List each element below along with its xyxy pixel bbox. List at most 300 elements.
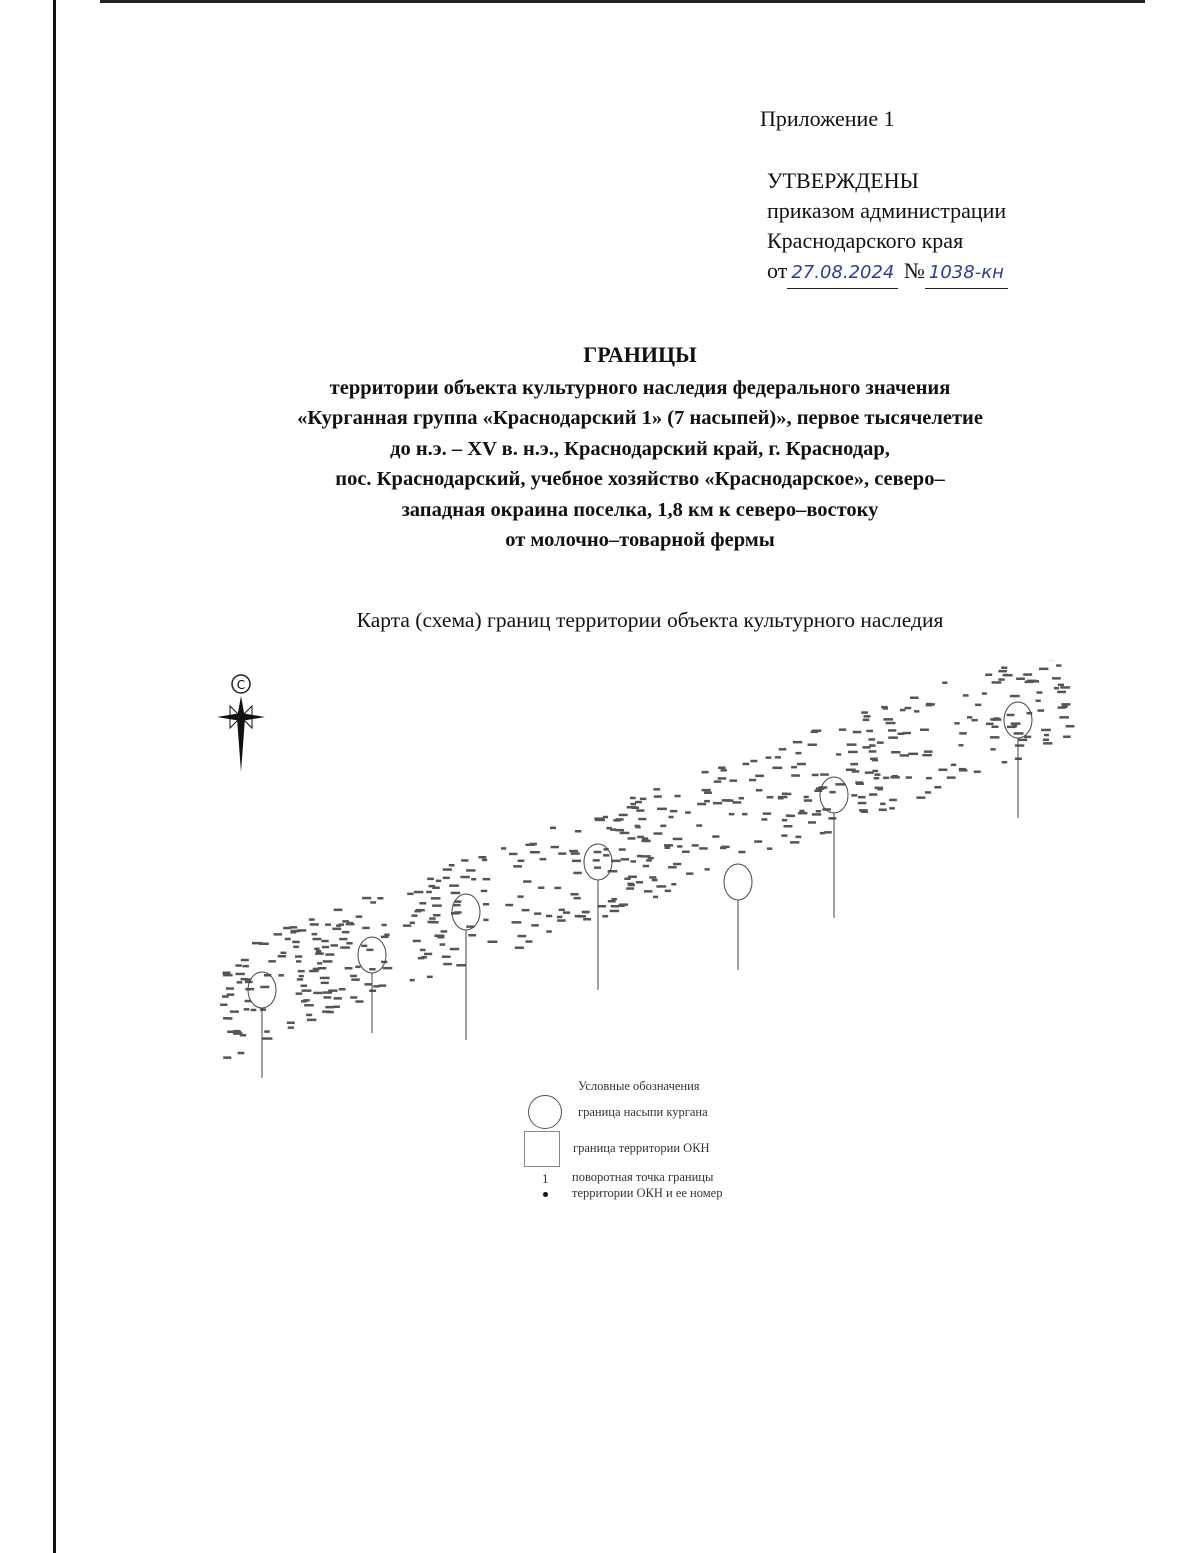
point-label-mark <box>670 810 677 813</box>
point-label-mark <box>369 968 376 971</box>
point-label-mark <box>742 813 747 816</box>
point-label-mark <box>811 731 818 734</box>
point-label-mark <box>804 796 809 799</box>
point-label-mark <box>482 859 487 862</box>
point-label-mark <box>309 918 315 921</box>
point-label-mark <box>220 1004 227 1007</box>
point-label-mark <box>442 956 451 959</box>
point-label-mark <box>704 792 712 795</box>
point-label-mark <box>1014 732 1024 735</box>
point-label-mark <box>419 902 426 905</box>
point-label-mark <box>505 904 513 907</box>
point-label-mark <box>998 670 1007 673</box>
point-label-mark <box>570 893 578 896</box>
point-label-mark <box>880 803 885 806</box>
point-label-mark <box>471 878 476 881</box>
point-label-mark <box>325 923 331 926</box>
point-label-mark <box>856 783 864 786</box>
point-label-mark <box>972 719 978 722</box>
point-label-mark <box>513 865 522 868</box>
point-label-mark <box>234 1030 241 1033</box>
point-label-mark <box>283 927 291 930</box>
point-label-mark <box>241 959 249 962</box>
point-label-mark <box>963 694 969 697</box>
point-label-mark <box>346 923 355 926</box>
point-label-mark <box>240 1034 247 1037</box>
point-label-mark <box>1066 725 1075 728</box>
point-label-mark <box>411 914 417 917</box>
point-label-mark <box>839 728 846 731</box>
point-label-mark <box>682 851 690 854</box>
point-label-mark <box>302 989 312 992</box>
point-label-mark <box>1018 739 1027 742</box>
order-date-number <box>767 256 1008 289</box>
point-label-mark <box>847 743 857 746</box>
point-label-mark <box>798 812 808 815</box>
point-label-mark <box>274 933 283 936</box>
point-label-mark <box>338 923 344 926</box>
point-label-mark <box>531 924 539 927</box>
point-label-mark <box>729 779 737 782</box>
point-label-mark <box>883 777 889 780</box>
point-label-mark <box>874 777 880 780</box>
point-label-mark <box>278 955 286 958</box>
point-label-mark <box>597 905 606 908</box>
point-label-mark <box>312 933 318 936</box>
point-label-mark <box>797 763 806 766</box>
point-label-mark <box>1039 668 1049 671</box>
point-label-mark <box>436 880 441 883</box>
point-label-mark <box>361 945 367 948</box>
point-label-mark <box>668 866 677 869</box>
mound-boundary <box>724 864 752 900</box>
point-label-mark <box>779 748 787 751</box>
point-label-mark <box>820 832 825 835</box>
from-label: от <box>767 258 788 283</box>
point-label-mark <box>546 930 552 933</box>
point-label-mark <box>618 905 625 908</box>
point-label-mark <box>975 704 981 707</box>
point-label-mark <box>281 952 287 955</box>
point-label-mark <box>315 952 324 955</box>
title-line: от молочно–товарной фермы <box>505 529 775 551</box>
appendix-label: Приложение 1 <box>760 106 895 131</box>
point-label-mark <box>657 808 667 811</box>
point-label-mark <box>512 921 522 924</box>
survey-point-labels <box>220 660 1076 1059</box>
point-label-mark <box>466 869 475 872</box>
point-label-mark <box>583 918 591 921</box>
point-label-mark <box>350 975 357 978</box>
point-label-mark <box>546 915 552 918</box>
point-label-mark <box>1043 739 1049 742</box>
point-label-mark <box>630 797 636 800</box>
point-label-mark <box>621 858 629 861</box>
point-label-mark <box>929 703 935 706</box>
point-label-mark <box>403 924 411 927</box>
point-label-mark <box>615 829 624 832</box>
point-label-mark <box>619 848 626 851</box>
title-line: пос. Краснодарский, учебное хозяйство «Краснодарское», северо– <box>335 468 945 490</box>
point-label-mark <box>299 975 304 978</box>
point-label-mark <box>301 985 308 988</box>
point-label-mark <box>350 996 357 999</box>
point-label-mark <box>1011 722 1021 725</box>
point-label-mark <box>455 900 462 903</box>
point-label-mark <box>323 991 333 994</box>
point-label-mark <box>292 941 299 944</box>
point-label-mark <box>644 890 652 893</box>
point-label-mark <box>851 794 857 797</box>
point-label-mark <box>366 949 373 952</box>
point-label-mark <box>784 825 793 828</box>
point-label-mark <box>654 795 662 798</box>
point-label-mark <box>702 789 711 792</box>
point-label-mark <box>720 847 727 850</box>
point-label-mark <box>264 1030 270 1033</box>
point-label-mark <box>804 799 812 802</box>
point-label-mark <box>268 960 276 963</box>
point-label-mark <box>828 817 836 820</box>
point-label-mark <box>594 851 602 854</box>
point-label-mark <box>324 996 332 999</box>
point-label-mark <box>646 859 652 862</box>
point-label-mark <box>739 797 744 800</box>
point-label-mark <box>816 810 821 813</box>
mounds <box>248 702 1032 1078</box>
point-label-mark <box>432 904 442 907</box>
point-label-mark <box>420 949 426 952</box>
point-label-mark <box>362 897 371 900</box>
point-label-mark <box>638 818 646 821</box>
point-label-mark <box>298 970 305 973</box>
point-label-mark <box>251 1009 257 1012</box>
point-label-mark <box>1059 716 1069 719</box>
legend-caption: Условные обозначения <box>578 1079 700 1093</box>
point-label-mark <box>478 856 486 859</box>
point-label-mark <box>578 915 587 918</box>
point-label-mark <box>1016 678 1025 681</box>
point-label-mark <box>540 858 547 861</box>
point-label-mark <box>288 1026 294 1029</box>
point-label-mark <box>814 790 822 793</box>
point-label-mark <box>1007 726 1016 729</box>
point-label-mark <box>317 962 322 965</box>
north-label: С <box>236 678 246 692</box>
point-label-mark <box>697 803 706 806</box>
point-label-mark <box>990 748 995 751</box>
point-label-mark <box>230 1010 239 1013</box>
point-label-mark <box>263 1037 273 1040</box>
point-label-mark <box>460 876 469 879</box>
point-label-mark <box>1001 667 1007 670</box>
document-title <box>160 340 1120 556</box>
point-label-mark <box>515 947 524 950</box>
point-label-mark <box>1060 686 1070 689</box>
point-label-mark <box>863 719 870 722</box>
point-label-mark <box>334 997 342 1000</box>
point-label-mark <box>606 827 611 830</box>
point-label-mark <box>429 917 436 920</box>
point-label-mark <box>714 780 722 783</box>
point-label-mark <box>297 929 306 932</box>
point-label-mark <box>285 938 291 941</box>
point-label-mark <box>778 796 787 799</box>
point-label-mark <box>653 896 658 899</box>
point-label-mark <box>610 910 619 913</box>
point-label-mark <box>557 916 563 919</box>
point-label-mark <box>859 809 868 812</box>
point-label-mark <box>685 811 691 814</box>
point-label-mark <box>812 774 819 777</box>
point-label-mark <box>1061 703 1070 706</box>
point-label-mark <box>755 775 764 778</box>
point-label-mark <box>481 890 488 893</box>
point-label-mark <box>593 859 600 862</box>
point-label-mark <box>636 881 643 884</box>
point-label-mark <box>749 779 756 782</box>
point-label-mark <box>530 843 537 846</box>
point-label-mark <box>296 960 301 963</box>
point-label-mark <box>660 825 666 828</box>
point-label-mark <box>696 824 702 827</box>
title-line: территории объекта культурного наследия федерального значения <box>329 376 951 399</box>
compass-rose-icon <box>217 675 265 772</box>
point-label-mark <box>628 876 637 879</box>
point-label-mark <box>872 770 878 773</box>
point-label-mark <box>686 872 693 875</box>
point-label-mark <box>1054 687 1059 690</box>
point-label-mark <box>238 1052 245 1055</box>
point-label-mark <box>573 872 582 875</box>
point-label-mark <box>640 798 646 801</box>
point-label-mark <box>924 750 933 753</box>
point-label-mark <box>1056 664 1061 667</box>
title-line: «Курганная группа «Краснодарский 1» (7 насыпей)», первое тысячелетие <box>297 407 983 429</box>
point-label-mark <box>295 955 302 958</box>
point-label-mark <box>558 852 566 855</box>
point-label-mark <box>756 789 763 792</box>
point-label-mark <box>631 860 637 863</box>
point-label-mark <box>725 799 734 802</box>
point-label-mark <box>450 948 459 951</box>
point-label-mark <box>664 844 673 847</box>
point-label-mark <box>382 924 387 927</box>
point-label-mark <box>1037 709 1044 712</box>
point-label-mark <box>870 758 878 761</box>
point-label-mark <box>848 751 858 754</box>
scan-edge-top <box>100 0 1145 3</box>
point-label-mark <box>461 859 468 862</box>
point-label-mark <box>365 983 373 986</box>
point-label-mark <box>992 681 1002 684</box>
point-label-mark <box>518 895 524 898</box>
point-label-mark <box>322 946 329 949</box>
point-label-mark <box>430 921 438 924</box>
point-label-mark <box>351 978 360 981</box>
point-label-mark <box>243 965 249 968</box>
point-label-mark <box>296 992 303 995</box>
point-label-mark <box>1058 706 1066 709</box>
point-label-mark <box>922 754 932 757</box>
point-label-mark <box>407 893 413 896</box>
point-label-mark <box>339 938 347 941</box>
point-label-mark <box>509 853 517 856</box>
point-label-mark <box>718 777 727 780</box>
point-label-mark <box>236 973 245 976</box>
point-label-mark <box>1036 700 1041 703</box>
point-label-mark <box>619 814 628 817</box>
point-label-mark <box>223 1056 231 1059</box>
point-label-mark <box>443 963 452 966</box>
point-label-mark <box>673 863 681 866</box>
point-label-mark <box>721 769 727 772</box>
point-label-mark <box>377 897 383 900</box>
point-label-mark <box>449 884 459 887</box>
point-label-mark <box>226 1017 232 1020</box>
point-label-mark <box>1015 744 1024 747</box>
point-label-mark <box>626 887 634 890</box>
point-label-mark <box>763 812 771 815</box>
point-label-mark <box>313 992 322 995</box>
point-label-mark <box>992 726 999 729</box>
point-label-mark <box>325 953 334 956</box>
point-label-mark <box>631 803 637 806</box>
point-label-mark <box>384 934 389 937</box>
point-label-mark <box>309 970 319 973</box>
point-label-mark <box>418 957 425 960</box>
point-label-mark <box>346 942 352 945</box>
approved-label: УТВЕРЖДЕНЫ <box>767 168 919 193</box>
point-label-mark <box>332 928 341 931</box>
point-label-mark <box>863 746 871 749</box>
point-label-mark <box>635 801 642 804</box>
point-label-mark <box>441 930 448 933</box>
title-line: западная окраина поселка, 1,8 км к северо–востоку <box>401 498 879 521</box>
point-label-mark <box>910 697 919 700</box>
point-label-mark <box>835 783 845 786</box>
point-label-mark <box>313 938 322 941</box>
point-label-mark <box>410 922 415 925</box>
point-label-mark <box>934 786 941 789</box>
point-label-mark <box>692 844 699 847</box>
point-label-mark <box>413 940 421 943</box>
point-label-mark <box>293 946 299 949</box>
point-label-mark <box>575 830 581 833</box>
point-label-mark <box>321 940 328 943</box>
point-label-mark <box>451 892 461 895</box>
point-label-mark <box>1037 691 1043 694</box>
point-label-mark <box>306 1014 312 1017</box>
point-label-mark <box>992 718 1001 721</box>
point-label-mark <box>954 722 959 725</box>
point-label-mark <box>853 731 862 734</box>
point-label-mark <box>432 887 439 890</box>
point-label-mark <box>671 883 676 886</box>
turning-point-symbol-icon <box>543 1192 548 1197</box>
point-label-mark <box>443 877 450 880</box>
point-label-mark <box>1023 673 1032 676</box>
point-label-mark <box>877 788 883 791</box>
point-label-mark <box>627 883 634 886</box>
point-label-mark <box>858 796 866 799</box>
point-label-mark <box>906 776 912 779</box>
point-label-mark <box>781 834 787 837</box>
point-label-mark <box>551 846 559 849</box>
point-label-mark <box>410 979 415 982</box>
point-label-mark <box>880 809 887 812</box>
point-label-mark <box>705 868 710 871</box>
point-label-mark <box>260 986 269 989</box>
point-label-mark <box>900 754 909 757</box>
mound-boundary <box>820 777 848 813</box>
point-label-mark <box>784 793 792 796</box>
point-label-mark <box>526 940 533 943</box>
point-label-mark <box>829 791 835 794</box>
map-subtitle: Карта (схема) границ территории объекта культурного наследия <box>356 608 944 632</box>
mound-boundary <box>358 937 386 973</box>
point-label-mark <box>652 879 658 882</box>
point-label-mark <box>766 756 772 759</box>
point-label-mark <box>808 821 816 824</box>
point-label-mark <box>642 840 650 843</box>
point-label-mark <box>982 692 987 695</box>
point-label-mark <box>1010 695 1020 698</box>
point-label-mark <box>440 943 446 946</box>
point-label-mark <box>677 845 682 848</box>
point-label-mark <box>890 776 899 779</box>
point-label-mark <box>641 855 651 858</box>
point-label-mark <box>415 910 422 913</box>
point-label-mark <box>594 866 601 869</box>
point-label-mark <box>959 732 967 735</box>
point-label-mark <box>483 878 491 881</box>
point-label-mark <box>334 909 343 912</box>
point-label-mark <box>883 718 893 721</box>
point-label-mark <box>426 891 432 894</box>
point-label-mark <box>782 819 788 822</box>
point-label-mark <box>808 744 817 747</box>
point-label-mark <box>864 715 871 718</box>
point-label-mark <box>669 816 674 819</box>
point-label-mark <box>414 891 424 894</box>
point-label-mark <box>278 974 284 977</box>
number-label: № <box>903 258 925 283</box>
point-label-mark <box>889 807 895 810</box>
point-label-mark <box>869 750 877 753</box>
point-label-mark <box>908 753 918 756</box>
point-label-mark <box>754 840 762 843</box>
point-label-mark <box>889 799 897 802</box>
point-label-mark <box>572 860 581 863</box>
point-label-mark <box>345 967 353 970</box>
point-label-mark <box>326 1011 334 1014</box>
point-label-mark <box>379 984 387 987</box>
point-label-mark <box>434 935 444 938</box>
point-label-mark <box>793 741 802 744</box>
point-label-mark <box>501 847 506 850</box>
point-label-mark <box>920 729 929 732</box>
point-label-mark <box>297 978 303 981</box>
point-label-mark <box>673 838 683 841</box>
point-label-mark <box>433 914 441 917</box>
point-label-mark <box>886 722 896 725</box>
point-label-mark <box>888 736 898 739</box>
point-label-mark <box>318 967 326 970</box>
point-label-mark <box>790 841 799 844</box>
point-label-mark <box>534 912 541 915</box>
point-label-mark <box>314 948 319 951</box>
